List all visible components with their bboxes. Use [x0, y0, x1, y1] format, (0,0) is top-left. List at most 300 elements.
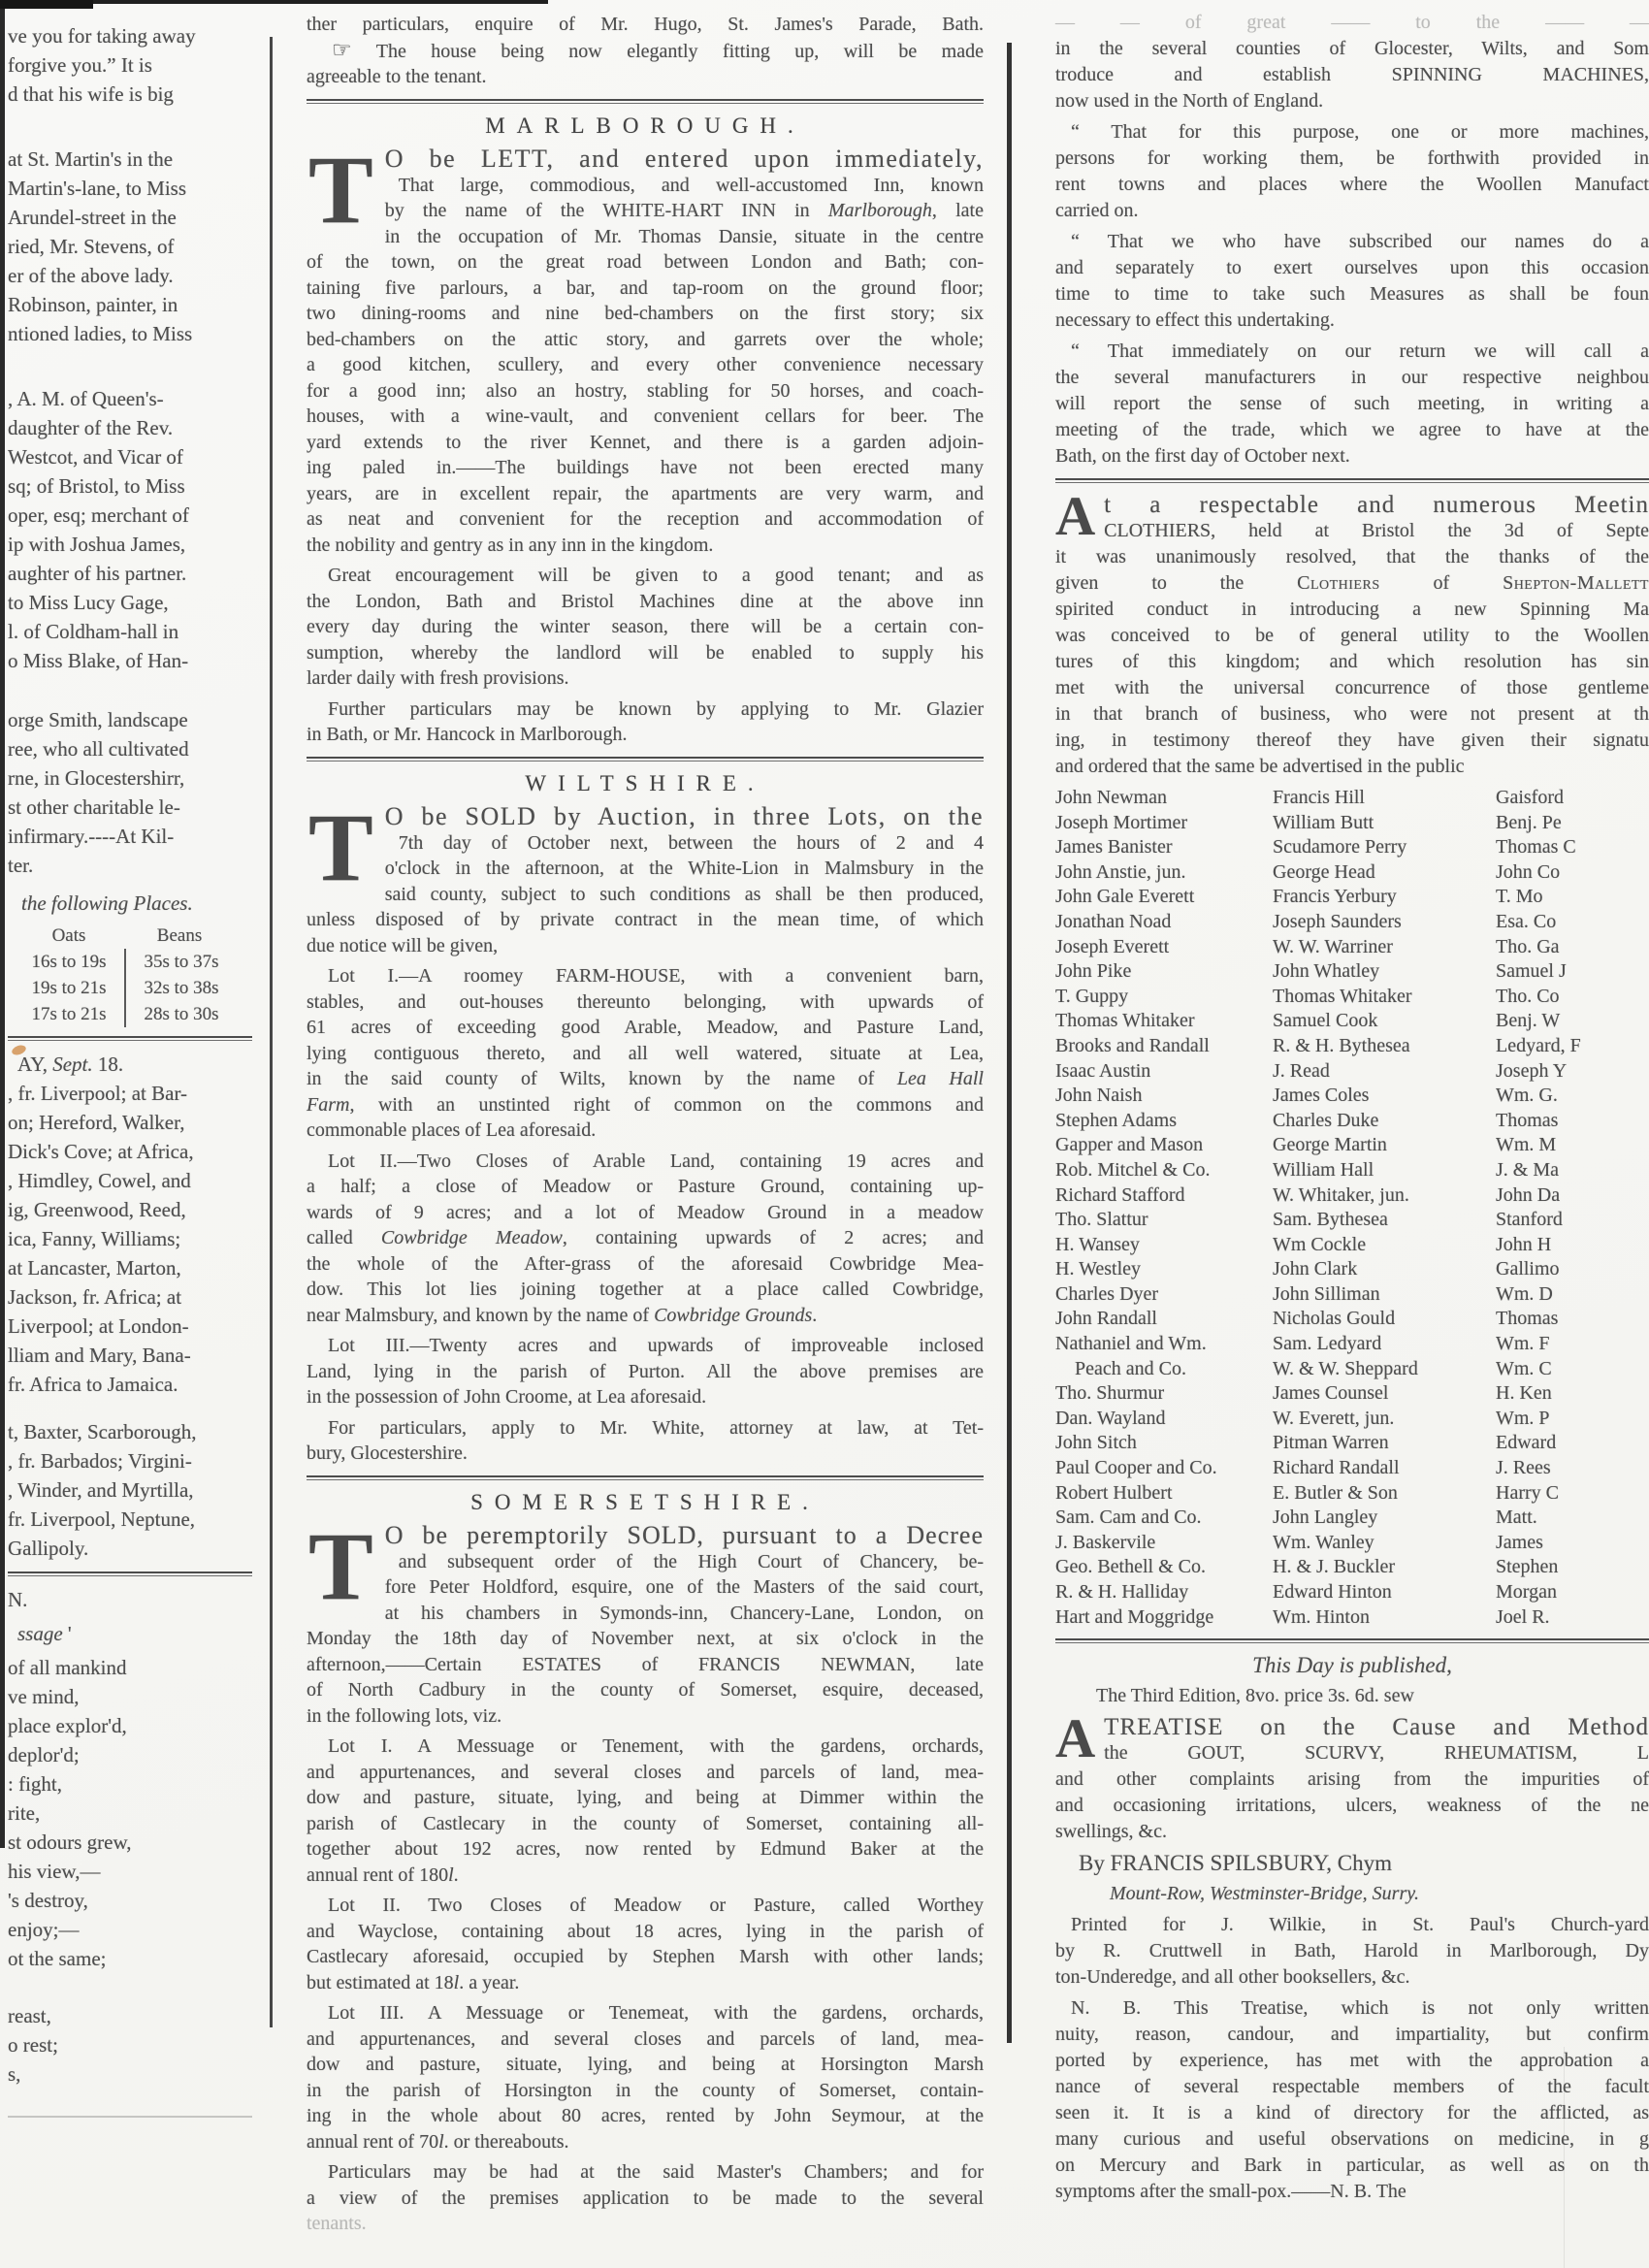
text-line: orge Smith, landscape: [8, 708, 188, 731]
signatory-name: W. W. Warriner: [1273, 935, 1393, 957]
column-divider-left: [270, 37, 273, 2027]
signatory-name: Richard Randall: [1273, 1457, 1400, 1479]
text-line: t a respectable and numerous Meetin: [1104, 492, 1649, 518]
text-line: spirited conduct in introducing a new Spinning Ma: [1055, 599, 1649, 620]
text-line: lliam and Mary, Bana-: [8, 1344, 191, 1367]
signatory-row: [1055, 1282, 1649, 1308]
signatory-name: John Naish: [1055, 1085, 1143, 1107]
text-line: now used in the North of England.: [1055, 90, 1324, 112]
signatory-name: John Clark: [1273, 1258, 1358, 1280]
paragraph: [8, 1653, 252, 1973]
text-line: in Bath, or Mr. Hancock in Marlborough.: [307, 724, 628, 745]
text-line: Castlecary aforesaid, occupied by Stephen Marsh with other lands;: [307, 1946, 984, 1967]
signatory-name: Gaisford: [1496, 787, 1564, 808]
signatory-name: Wm. Hinton: [1273, 1605, 1370, 1628]
signatory-name: Thomas: [1496, 1109, 1559, 1131]
spacer: [8, 680, 252, 705]
signatory-row: [1055, 935, 1649, 960]
paragraph: [307, 963, 984, 1144]
text-line: it was unanimously resolved, that the thanks of the: [1055, 546, 1649, 567]
text-line: swellings, &c.: [1055, 1821, 1167, 1843]
text-line: ported by experience, has met with the approbation a: [1055, 2050, 1649, 2072]
text-line: troduce and establish SPINNING MACHINES,: [1055, 64, 1649, 85]
text-line: O be LETT, and entered upon immediately,: [384, 145, 984, 173]
text-line: and separately to exert ourselves upon this occasion: [1055, 257, 1649, 278]
text-line: a view of the premises application to be made to the several: [307, 2187, 984, 2209]
text-line: and appurtenances, and several closes and parcels of land, mea-: [307, 1761, 984, 1783]
text-line: N. B. This Treatise, which is not only written: [1071, 1997, 1649, 2020]
text-line: , fr. Barbados; Virgini-: [8, 1449, 192, 1473]
text-line: afternoon,——Certain ESTATES of FRANCIS NEWMAN, late: [307, 1653, 984, 1675]
text-line: ing in the whole about 80 acres, rented by John Seymour, at the: [307, 2105, 984, 2126]
drop-cap: A: [1055, 486, 1096, 547]
paragraph: [1055, 339, 1649, 470]
signatory-name: Brooks and Randall: [1055, 1034, 1210, 1056]
signatory-name: H. Ken: [1496, 1382, 1552, 1405]
drop-cap: A: [1055, 1708, 1096, 1770]
drop-cap: T: [308, 1512, 373, 1620]
paragraph: [307, 2159, 984, 2237]
signatory-row: [1055, 910, 1649, 935]
text-line: for a good inn; also an hostry, stabling for 50 horses, and coach-: [307, 379, 984, 402]
signatory-name: J. & Ma: [1496, 1158, 1559, 1181]
text-line: Lot I. A Messuage or Tenement, with the gardens, orchards,: [328, 1735, 984, 1757]
paragraph: [307, 1415, 984, 1467]
signatory-name: Jonathan Noad: [1055, 910, 1172, 932]
text-line: Lot II.—Two Closes of Arable Land, containing 19 acres and: [328, 1150, 984, 1172]
signatory-row: [1055, 959, 1649, 985]
text-line: rne, in Glocestershirr,: [8, 766, 185, 790]
spacer: [8, 2093, 252, 2107]
text-line: ton-Underedge, and all other booksellers, &c.: [1055, 1966, 1410, 1989]
signatory-row: [1055, 1233, 1649, 1258]
drop-cap: T: [308, 136, 373, 243]
price-value: 19s to 21s: [14, 975, 126, 1001]
text-line: o'clock in the afternoon, at the White-Lion in Malmsbury in the: [384, 858, 984, 879]
text-line: lying contiguous thereto, and all well watered, situate at Lea,: [307, 1042, 984, 1064]
text-line: “ That for this purpose, one or more machines,: [1071, 121, 1649, 143]
section-heading: WILTSHIRE.: [525, 770, 765, 795]
paragraph: [307, 1733, 984, 1888]
text-line: ot the same;: [8, 1947, 107, 1970]
signatory-name: Isaac Austin: [1055, 1059, 1151, 1082]
price-row: [14, 1001, 242, 1027]
text-line: bed-chambers on the attic story, and garrets over the whole;: [307, 328, 984, 350]
text-line: — — of great —— to the —— —: [1055, 12, 1649, 33]
section-divider-rule: [1055, 1638, 1649, 1643]
text-line: given to the Clothiers of Shepton-Mallett: [1055, 572, 1649, 594]
text-line: , Winder, and Myrtilla,: [8, 1478, 194, 1502]
signatory-name: W. & W. Sheppard: [1273, 1357, 1418, 1379]
text-line: persons for working them, be forthwith provided in: [1055, 147, 1649, 169]
text-line: will report the sense of such meeting, in writing a: [1055, 393, 1649, 414]
signatory-name: Wm Cockle: [1273, 1233, 1367, 1255]
signatory-name: John Sitch: [1055, 1432, 1137, 1454]
text-line: carried on.: [1055, 200, 1139, 221]
text-line: sumption, whereby the landlord will be enabled to supply his: [307, 641, 984, 664]
paragraph: [8, 1050, 252, 1399]
signatory-name: Benj. W: [1496, 1010, 1561, 1032]
section-divider-rule: [8, 2116, 252, 2120]
signatory-name: John Langley: [1273, 1507, 1378, 1529]
text-line: ntioned ladies, to Miss: [8, 322, 193, 345]
text-line: sq; of Bristol, to Miss: [8, 474, 185, 498]
paragraph: [307, 12, 984, 90]
text-line: at Lancaster, Marton,: [8, 1256, 181, 1280]
column-divider-right: [1007, 43, 1012, 2043]
signatory-name: John Anstie, jun.: [1055, 860, 1186, 883]
paragraph: [8, 21, 252, 109]
text-line: and subsequent order of the High Court of Chancery, be-: [398, 1550, 984, 1572]
signatory-name: Tho. Slattur: [1055, 1209, 1148, 1231]
paragraph: [307, 1149, 984, 1329]
text-line: in that branch of business, who were not present at th: [1055, 703, 1649, 725]
text-line: Lot I.—A roomey FARM-HOUSE, with a convenient barn,: [328, 965, 984, 987]
signatory-name: Wm. F: [1496, 1333, 1550, 1355]
text-line: annual rent of 70l. or thereabouts.: [307, 2130, 569, 2153]
text-line: Great encouragement will be given to a good tenant; and as: [328, 565, 984, 586]
paragraph: [1055, 229, 1649, 334]
signatory-name: James Coles: [1273, 1085, 1370, 1107]
paragraph: [1055, 1912, 1649, 1991]
text-line: oper, esq; merchant of: [8, 503, 189, 527]
text-line: This Day is published,: [1252, 1653, 1452, 1678]
text-line: Jackson, fr. Africa; at: [8, 1285, 182, 1309]
text-line: o Miss Blake, of Han-: [8, 649, 189, 672]
text-line: yard extends to the river Kennet, and there is a garden adjoin-: [307, 431, 984, 453]
signatory-name: Peach and Co.: [1055, 1357, 1186, 1379]
text-line: fr. Liverpool, Neptune,: [8, 1507, 196, 1531]
paragraph: [1055, 1708, 1649, 1845]
text-line: Liverpool; at London-: [8, 1314, 189, 1338]
text-line: due notice will be given,: [307, 934, 499, 956]
text-line: 's destroy,: [8, 1889, 88, 1912]
pointing-hand-icon: ☞: [332, 37, 352, 62]
signatory-row: [1055, 1580, 1649, 1605]
signatory-name: Robert Hulbert: [1055, 1481, 1173, 1504]
paragraph: [307, 2000, 984, 2155]
paragraph: [307, 697, 984, 748]
text-line: but estimated at 18l. a year.: [307, 1971, 520, 1993]
signatory-row: [1055, 811, 1649, 836]
text-line: bury, Glocestershire.: [307, 1442, 468, 1464]
text-line: at St. Martin's in the: [8, 147, 174, 171]
paragraph: [1055, 486, 1649, 780]
paragraph: [1055, 10, 1649, 114]
paragraph: [1055, 1652, 1649, 1678]
text-line: stables, and out-houses thereunto belonging, with upwards of: [307, 990, 984, 1013]
text-line: larder daily with fresh provisions.: [307, 667, 569, 689]
scan-edge-left: [0, 0, 5, 1848]
signatory-name: George Head: [1273, 860, 1375, 883]
signatory-name: Dan. Wayland: [1055, 1407, 1166, 1429]
signatory-row: [1055, 1307, 1649, 1332]
text-line: , Himdley, Cowel, and: [8, 1169, 191, 1192]
signatory-name: R. & H. Halliday: [1055, 1581, 1189, 1603]
signatory-name: Stephen Adams: [1055, 1109, 1177, 1131]
text-line: Lot III.—Twenty acres and upwards of improveable inclosed: [328, 1335, 984, 1356]
spacer: [8, 1404, 252, 1417]
text-line: the following Places.: [21, 891, 193, 915]
price-row: [14, 949, 242, 975]
signatory-name: Richard Stafford: [1055, 1183, 1185, 1206]
text-line: t, Baxter, Scarborough,: [8, 1420, 197, 1443]
text-line: Arundel-street in the: [8, 206, 177, 229]
signatory-name: H. Wansey: [1055, 1233, 1140, 1255]
signatory-name: Tho. Co: [1496, 985, 1560, 1007]
text-line: st odours grew,: [8, 1831, 132, 1854]
text-line: Martin's-lane, to Miss: [8, 177, 187, 200]
signatory-row: [1055, 1034, 1649, 1059]
text-line: Gallipoly.: [8, 1537, 89, 1560]
paragraph: [1055, 1881, 1649, 1907]
text-line: dow and pasture, situate, lying, and being at Horsington Marsh: [307, 2054, 984, 2075]
signatory-name: Wm. Wanley: [1273, 1531, 1374, 1553]
text-line: in the occupation of Mr. Thomas Dansie, situate in the centre: [384, 225, 984, 247]
text-line: o rest;: [8, 2033, 58, 2057]
text-line: er of the above lady.: [8, 264, 174, 287]
signatory-name: Samuel Cook: [1273, 1010, 1378, 1032]
signatory-name: John Da: [1496, 1183, 1561, 1206]
paragraph: [8, 145, 252, 348]
text-line: ve mind,: [8, 1685, 80, 1708]
text-line: ☞ The house being now elegantly fitting up, will be made: [332, 37, 984, 62]
text-line: 7th day of October next, between the hours of 2 and 4: [398, 831, 984, 854]
text-line: infirmary.----At Kil-: [8, 825, 175, 848]
signatory-name: Harry C: [1496, 1481, 1559, 1504]
signatory-name: Francis Hill: [1273, 787, 1365, 808]
text-line: rent towns and places where the Woollen Manufact: [1055, 174, 1649, 195]
price-header-row: [14, 923, 242, 949]
text-line: called Cowbridge Meadow, containing upwards of 2 acres; and: [307, 1227, 984, 1248]
signatory-name: T. Mo: [1496, 886, 1543, 908]
text-line: every day during the winter season, there will be a certain con-: [307, 616, 984, 637]
text-line: the London, Bath and Bristol Machines dine at the above inn: [307, 590, 984, 612]
text-line: by R. Cruttwell in Bath, Harold in Marlborough, Dy: [1055, 1940, 1649, 1962]
signatory-row: [1055, 985, 1649, 1010]
signatory-name: Wm. C: [1496, 1357, 1552, 1379]
text-line: dow and pasture, situate, lying, and being at Dimmer within the: [307, 1787, 984, 1808]
text-line: daughter of the Rev.: [8, 416, 174, 439]
text-line: Farm, with an unstinted right of common on the commons and: [307, 1093, 984, 1116]
signatory-name: Benj. Pe: [1496, 811, 1562, 833]
text-line: O be peremptorily SOLD, pursuant to a Decree: [384, 1521, 984, 1549]
text-line: That large, commodious, and well-accustomed Inn, known: [398, 174, 984, 196]
drop-cap: T: [308, 794, 373, 901]
text-line: ica, Fanny, Williams;: [8, 1227, 181, 1250]
signatories-list: [1055, 786, 1649, 1630]
signatory-row: [1055, 1183, 1649, 1209]
spacer: [8, 1978, 252, 2001]
signatory-name: T. Guppy: [1055, 985, 1129, 1007]
text-line: s,: [8, 2062, 21, 2086]
text-line: enjoy;—: [8, 1918, 80, 1941]
price-value: 16s to 19s: [14, 949, 126, 975]
signatory-row: [1055, 1257, 1649, 1282]
text-line: ree, who all cultivated: [8, 737, 189, 761]
section-divider-rule: [1055, 478, 1649, 483]
text-line: tures of this kingdom; and which resolution has sin: [1055, 651, 1649, 672]
signatory-name: Rob. Mitchel & Co.: [1055, 1158, 1211, 1181]
text-line: CLOTHIERS, held at Bristol the 3d of Septe: [1104, 520, 1649, 541]
text-line: Dick's Cove; at Africa,: [8, 1140, 194, 1163]
text-line: ther particulars, enquire of Mr. Hugo, St. James's Parade, Bath.: [307, 14, 984, 35]
text-line: met with the universal concurrence of those gentleme: [1055, 677, 1649, 698]
signatory-name: Wm. G.: [1496, 1085, 1558, 1107]
market-prices-table: [14, 923, 242, 1027]
text-line: forgive you.” It is: [8, 53, 152, 77]
signatory-row: [1055, 1133, 1649, 1158]
signatory-name: John Newman: [1055, 787, 1167, 808]
signatory-name: Wm. D: [1496, 1282, 1553, 1305]
signatory-row: [1055, 1481, 1649, 1507]
signatory-name: Thomas Whitaker: [1055, 1010, 1195, 1032]
signatory-row: [1055, 1009, 1649, 1034]
text-line: together about 192 acres, now rented by Edmund Baker at the: [307, 1838, 984, 1860]
section-heading: SOMERSETSHIRE.: [470, 1489, 820, 1514]
signatory-row: [1055, 1332, 1649, 1357]
spacer: [8, 353, 252, 384]
signatory-row: [1055, 835, 1649, 860]
signatory-name: John Whatley: [1273, 960, 1380, 983]
signatory-name: J. Baskervile: [1055, 1531, 1156, 1553]
text-line: in the said county of Wilts, known by the name of Lea Hall: [307, 1068, 984, 1089]
text-line: Lot III. A Messuage or Tenemeat, with the gardens, orchards,: [328, 2002, 984, 2024]
text-line: unless disposed of by private contract in the mean time, of which: [307, 909, 984, 930]
text-line: a half; a close of Meadow or Pasture Ground, containing up-: [307, 1176, 984, 1197]
text-line: of North Cadbury in the county of Somerset, esquire, deceased,: [307, 1679, 984, 1701]
signatory-name: Stanford: [1496, 1209, 1563, 1231]
spacer: [8, 113, 252, 145]
text-line: ssage ': [17, 1622, 72, 1645]
text-line: parish of Castlecary in the county of Somerset, containing all-: [307, 1812, 984, 1834]
section-divider-rule: [307, 757, 984, 761]
signatory-name: Charles Duke: [1273, 1109, 1379, 1131]
text-line: two dining-rooms and nine bed-chambers on the first story; six: [307, 303, 984, 324]
text-line: his view,—: [8, 1860, 101, 1883]
signatory-name: Hart and Moggridge: [1055, 1605, 1214, 1628]
text-line: Monday the 18th day of November next, at six o'clock in the: [307, 1628, 984, 1649]
signatory-name: Sam. Cam and Co.: [1055, 1507, 1202, 1529]
text-line: of all mankind: [8, 1656, 127, 1679]
signatory-name: James Banister: [1055, 836, 1173, 859]
signatory-name: John Silliman: [1273, 1282, 1380, 1305]
signatory-name: Gallimo: [1496, 1258, 1560, 1280]
middle-column: [307, 12, 984, 2242]
signatory-row: [1055, 1555, 1649, 1580]
paragraph: [8, 2001, 252, 2089]
signatory-name: Joseph Y: [1496, 1059, 1568, 1082]
signatory-name: Joseph Everett: [1055, 935, 1170, 957]
text-line: tenants.: [307, 2213, 367, 2234]
section-divider-rule: [8, 1571, 252, 1576]
text-line: and appurtenances, and several closes and parcels of land, mea-: [307, 2027, 984, 2050]
text-line: the nobility and gentry as in any inn in the kingdom.: [307, 534, 714, 556]
text-line: , fr. Liverpool; at Bar-: [8, 1082, 188, 1105]
text-line: Westcot, and Vicar of: [8, 445, 183, 469]
signatory-name: Wm. P: [1496, 1407, 1550, 1429]
signatory-name: Francis Yerbury: [1273, 886, 1397, 908]
price-column-header: Oats: [51, 925, 86, 946]
text-line: to Miss Lucy Gage,: [8, 591, 169, 614]
paragraph: [307, 1512, 984, 1729]
text-line: in the following lots, viz.: [307, 1704, 502, 1727]
signatory-name: Pitman Warren: [1273, 1432, 1389, 1454]
text-line: Robinson, painter, in: [8, 293, 178, 316]
paragraph: [1055, 1995, 1649, 2205]
signatory-name: Edward: [1496, 1432, 1557, 1454]
text-line: and occasioning irritations, ulcers, weakness of the ne: [1055, 1795, 1649, 1817]
text-line: nuity, reason, candour, and impartiality, but confirm: [1055, 2024, 1649, 2046]
signatory-name: Gapper and Mason: [1055, 1134, 1204, 1156]
text-line: as neat and convenient for the reception and accommodation of: [307, 508, 984, 530]
signatory-row: [1055, 1158, 1649, 1183]
text-line: and other complaints arising from the impurities of: [1055, 1768, 1649, 1791]
signatory-name: Thomas C: [1496, 836, 1576, 859]
signatory-name: Nicholas Gould: [1273, 1308, 1396, 1330]
signatory-name: Nathaniel and Wm.: [1055, 1333, 1207, 1355]
signatory-name: Wm. M: [1496, 1134, 1557, 1156]
signatory-name: Samuel J: [1496, 960, 1567, 983]
signatory-name: Charles Dyer: [1055, 1282, 1159, 1305]
text-line: the several manufacturers in our respective neighbou: [1055, 367, 1649, 388]
section-divider-rule: [307, 99, 984, 104]
text-line: aughter of his partner.: [8, 562, 187, 585]
signatory-name: John Co: [1496, 860, 1561, 883]
paragraph: [307, 563, 984, 692]
signatory-row: [1055, 1407, 1649, 1432]
text-line: many curious and useful observations on medicine, in g: [1055, 2128, 1649, 2151]
text-line: and Wayclose, containing about 18 acres, lying in the parish of: [307, 1920, 984, 1942]
text-line: Lot II. Two Closes of Meadow or Pasture, called Worthey: [328, 1895, 984, 1916]
text-line: Bath, on the first day of October next.: [1055, 445, 1350, 467]
text-line: place explor'd,: [8, 1714, 127, 1737]
signatory-row: [1055, 1456, 1649, 1481]
text-line: st other charitable le-: [8, 795, 180, 819]
signatory-row: [1055, 860, 1649, 886]
text-line: ter.: [8, 854, 34, 877]
text-line: For particulars, apply to Mr. White, attorney at law, at Tet-: [328, 1416, 984, 1439]
price-value: 17s to 21s: [14, 1001, 126, 1027]
signatory-name: W. Everett, jun.: [1273, 1407, 1395, 1429]
text-line: in the possession of John Croome, at Lea aforesaid.: [307, 1386, 707, 1408]
paragraph: [8, 889, 252, 918]
paragraph: [307, 1333, 984, 1410]
signatory-name: Stephen: [1496, 1556, 1559, 1578]
text-line: agreeable to the tenant.: [307, 66, 487, 87]
signatory-row: [1055, 1381, 1649, 1407]
signatory-name: Thomas Whitaker: [1273, 985, 1412, 1007]
paragraph: [8, 705, 252, 880]
signatory-name: Ledyard, F: [1496, 1034, 1581, 1056]
text-line: seen it. It is a kind of directory for the afflicted, as: [1055, 2102, 1649, 2124]
paragraph: [1055, 1683, 1649, 1709]
signatory-name: Sam. Ledyard: [1273, 1333, 1382, 1355]
text-line: Mount-Row, Westminster-Bridge, Surry.: [1110, 1883, 1420, 1905]
text-line: O be SOLD by Auction, in three Lots, on the: [384, 802, 984, 830]
text-line: , A. M. of Queen's-: [8, 387, 164, 410]
signatory-name: William Butt: [1273, 811, 1374, 833]
signatory-name: William Hall: [1273, 1158, 1374, 1181]
text-line: commonable places of Lea aforesaid.: [307, 1119, 597, 1141]
section-divider-rule: [8, 1036, 252, 1041]
text-line: necessary to effect this undertaking.: [1055, 309, 1335, 331]
text-line: Further particulars may be known by applying to Mr. Glazier: [328, 697, 984, 720]
text-line: the whole of the After-grass of the aforesaid Cowbridge Mea-: [307, 1252, 984, 1275]
signatory-name: James Counsel: [1273, 1382, 1389, 1405]
signatory-name: E. Butler & Son: [1273, 1481, 1398, 1504]
price-column-header: Beans: [156, 925, 203, 946]
